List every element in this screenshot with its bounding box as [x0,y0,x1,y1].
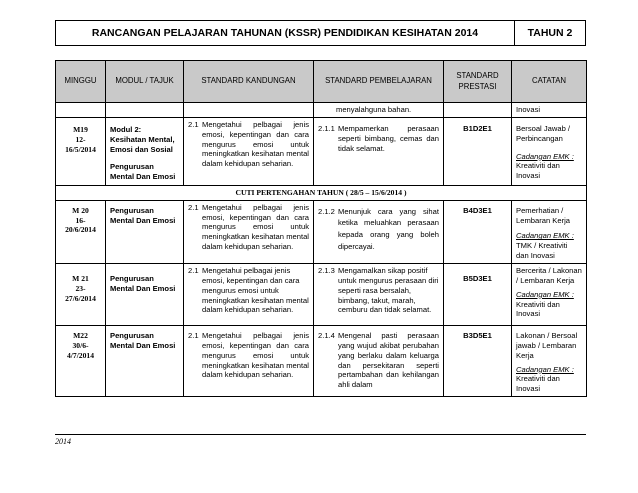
pembelajaran-cell: 2.1.4 Mengenal pasti perasaan yang wujud akibat perubahan yang berlaku dalam keluarga dan persekitaran seperti pertambahan dan kehilangan ahli dalam [314,326,444,397]
catatan-cell: Bersoal Jawab / Perbincangan Cadangan EMK : Kreativiti dan Inovasi [512,117,587,185]
carryover-row [56,103,587,118]
lesson-plan-table [55,60,587,397]
table-row [56,117,587,185]
table-header-row [56,61,587,103]
kandungan-cell: 2.1 Mengetahui pelbagai jenis emosi, kepentingan dan cara mengurus emosi untuk meningkatkan kesihatan mental dalam kehidupan seharian. [184,200,314,263]
document-title: RANCANGAN PELAJARAN TAHUNAN (KSSR) PENDIDIKAN KESIHATAN 2014 [56,21,515,45]
col-header-modul: MODUL / TAJUK [106,61,184,103]
modul-cell: Pengurusan Mental Dan Emosi [106,326,184,397]
table-row [56,326,587,397]
minggu-cell: M19 12- 16/5/2014 [56,117,106,185]
prestasi-cell: B5D3E1 [444,264,512,326]
pembelajaran-cell: 2.1.1 Mempamerkan perasaan seperti bimbang, cemas dan tidak selamat. [314,117,444,185]
midterm-break-label: CUTI PERTENGAHAN TAHUN ( 28/5 – 15/6/2014 ) [56,185,587,200]
catatan-cell: Lakonan / Bersoal jawab / Lembaran Kerja Cadangan EMK : Kreativiti dan Inovasi [512,326,587,397]
year-label: TAHUN 2 [527,27,573,39]
kandungan-cell: 2.1 Mengetahui pelbagai jenis emosi, kepentingan dan cara mengurus emosi untuk meningkatkan kesihatan mental dalam kehidupan seharian. [184,326,314,397]
document-title-box [55,20,586,46]
carryover-catatan: Inovasi [512,103,587,118]
modul-cell: Pengurusan Mental Dan Emosi [106,200,184,263]
table-row [56,200,587,263]
minggu-cell: M22 30/6- 4/7/2014 [56,326,106,397]
prestasi-cell: B4D3E1 [444,200,512,263]
modul-cell: Modul 2: Kesihatan Mental, Emosi dan Sosial Pengurusan Mental Dan Emosi [106,117,184,185]
kandungan-cell: 2.1 Mengetahui pelbagai jenis emosi, kepentingan dan cara mengurus emosi untuk meningkatkan kesihatan mental dalam kehidupan seharian. [184,264,314,326]
midterm-break-row [56,185,587,200]
modul-cell: Pengurusan Mental Dan Emosi [106,264,184,326]
carryover-pembelajaran: menyalahguna bahan. [314,103,444,118]
prestasi-cell: B1D2E1 [444,117,512,185]
minggu-cell: M 21 23- 27/6/2014 [56,264,106,326]
col-header-pembelajaran: STANDARD PEMBELAJARAN [314,61,444,103]
pembelajaran-cell: 2.1.3 Mengamalkan sikap positif untuk mengurus perasaan diri seperti rasa bersalah, bimbang, takut, marah, cemburu dan tidak selamat. [314,264,444,326]
prestasi-cell: B3D5E1 [444,326,512,397]
footer-year: 2014 [55,437,71,446]
minggu-cell: M 20 16- 20/6/2014 [56,200,106,263]
col-header-catatan: CATATAN [512,61,587,103]
footer-divider [55,434,586,435]
col-header-prestasi: STANDARD PRESTASI [444,61,512,103]
catatan-cell: Bercerita / Lakonan / Lembaran Kerja Cadangan EMK : Kreativiti dan Inovasi [512,264,587,326]
catatan-cell: Pemerhatian / Lembaran Kerja Cadangan EMK : TMK / Kreativiti dan Inovasi [512,200,587,263]
table-row [56,264,587,326]
col-header-minggu: MINGGU [56,61,106,103]
pembelajaran-cell: 2.1.2 Menunjuk cara yang sihat ketika meluahkan perasaan kepada orang yang boleh dipercayai. [314,200,444,263]
kandungan-cell: 2.1 Mengetahui pelbagai jenis emosi, kepentingan dan cara mengurus emosi untuk meningkatkan kesihatan mental dalam kehidupan seharian. [184,117,314,185]
col-header-kandungan: STANDARD KANDUNGAN [184,61,314,103]
